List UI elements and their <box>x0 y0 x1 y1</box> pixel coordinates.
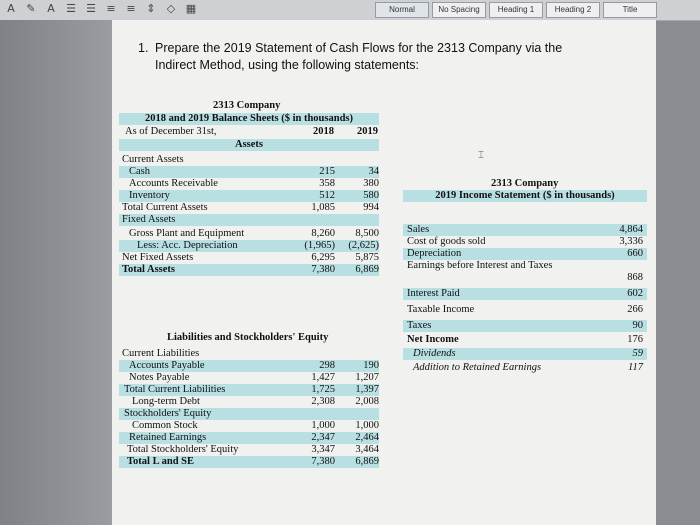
question-number: 1. <box>138 41 149 55</box>
left-margin <box>0 20 112 525</box>
is-value: 176 <box>627 334 643 345</box>
font-color-icon[interactable]: A <box>7 2 15 15</box>
ribbon-toolbar <box>0 0 700 21</box>
highlight-icon[interactable]: ✎ <box>26 2 36 15</box>
bs-value-2018: 1,000 <box>311 420 335 431</box>
style-title[interactable]: Title <box>603 2 657 18</box>
numbering-icon[interactable]: ☰ <box>86 2 96 15</box>
is-row <box>403 334 647 346</box>
bs-value-2019: 34 <box>368 166 379 177</box>
bs-value-2018: 2,308 <box>311 396 335 407</box>
bs-row <box>119 396 379 408</box>
bs-row <box>119 456 379 468</box>
bs-value-2019: 8,500 <box>355 228 379 239</box>
bs-value-2018: 298 <box>319 360 335 371</box>
is-row-label: Sales <box>407 224 430 235</box>
is-row-label: Net Income <box>407 334 459 345</box>
bs-row <box>119 432 379 444</box>
bs-company: 2313 Company <box>213 100 281 111</box>
bs-row-label: Stockholders' Equity <box>124 408 212 419</box>
bs-value-2019: 380 <box>363 178 379 189</box>
bs-row-label: Retained Earnings <box>129 432 207 443</box>
bs-row-label: Inventory <box>129 190 170 201</box>
bs-row <box>119 252 379 264</box>
bs-row-label: Total Stockholders' Equity <box>127 444 239 455</box>
bs-row <box>119 348 379 360</box>
is-row <box>403 288 647 300</box>
bs-row <box>119 372 379 384</box>
bs-row <box>119 166 379 178</box>
is-row-label: Taxable Income <box>407 304 475 315</box>
bs-row <box>119 408 379 420</box>
bs-value-2019: 3,464 <box>355 444 379 455</box>
is-row-label: Addition to Retained Earnings <box>413 362 542 373</box>
bs-value-2019: 1,000 <box>355 420 379 431</box>
text-color-icon[interactable]: A <box>47 2 55 15</box>
bs-row-label: Notes Payable <box>129 372 190 383</box>
bs-row <box>119 240 379 252</box>
bs-value-2019: 1,397 <box>355 384 379 395</box>
bs-value-2018: 1,725 <box>311 384 335 395</box>
styles-gallery <box>375 2 657 18</box>
bs-row-label: Fixed Assets <box>122 214 176 225</box>
is-row-label: Depreciation <box>407 248 462 259</box>
is-value: 602 <box>627 288 643 299</box>
bs-row-label: Less: Acc. Depreciation <box>137 240 238 251</box>
bs-row-label: Accounts Payable <box>129 360 205 371</box>
is-value: 3,336 <box>619 236 643 247</box>
formatting-icons <box>4 2 198 16</box>
bs-value-2019: 190 <box>363 360 379 371</box>
bs-value-2018: 358 <box>319 178 335 189</box>
is-row <box>403 304 647 316</box>
bs-value-2018: 3,347 <box>311 444 335 455</box>
is-row <box>403 348 647 360</box>
bs-row <box>119 178 379 190</box>
is-row-label: Dividends <box>413 348 456 359</box>
bullets-icon[interactable]: ☰ <box>66 2 76 15</box>
is-value: 868 <box>627 272 643 283</box>
bs-row <box>119 154 379 166</box>
bs-assets-header: Assets <box>119 139 379 151</box>
is-value: 90 <box>632 320 643 331</box>
bs-row-label: Current Liabilities <box>122 348 200 359</box>
bs-value-2018: 512 <box>319 190 335 201</box>
bs-row-label: Total Current Assets <box>122 202 208 213</box>
bs-value-2019: 5,875 <box>355 252 379 263</box>
bs-row <box>119 420 379 432</box>
bs-value-2019: (2,625) <box>348 240 379 251</box>
bs-value-2019: 2,464 <box>355 432 379 443</box>
bs-value-2018: 6,295 <box>311 252 335 263</box>
bs-value-2018: 7,380 <box>311 264 335 275</box>
is-value: 59 <box>632 348 643 359</box>
shading-icon[interactable]: ◇ <box>166 2 176 15</box>
bs-value-2019: 1,207 <box>355 372 379 383</box>
is-row <box>403 236 647 248</box>
bs-row <box>119 228 379 240</box>
bs-row-label: Total L and SE <box>127 456 195 467</box>
is-value: 4,864 <box>619 224 643 235</box>
is-title: 2019 Income Statement ($ in thousands) <box>403 190 647 202</box>
is-value: 117 <box>628 362 643 373</box>
bs-row-label: Common Stock <box>132 420 198 431</box>
align-center-icon[interactable]: ≡ <box>126 2 136 15</box>
bs-value-2018: 8,260 <box>311 228 335 239</box>
bs-row-label: Gross Plant and Equipment <box>129 228 245 239</box>
bs-as-of: As of December 31st, <box>125 126 217 137</box>
bs-value-2018: 7,380 <box>311 456 335 467</box>
is-row <box>403 362 647 374</box>
bs-row <box>119 360 379 372</box>
is-row <box>403 224 647 236</box>
bs-value-2019: 580 <box>363 190 379 201</box>
bs-row <box>119 202 379 214</box>
bs-row-label: Cash <box>129 166 150 177</box>
bs-value-2019: 6,869 <box>355 264 379 275</box>
bs-row-label: Total Assets <box>122 264 175 275</box>
is-row <box>403 248 647 260</box>
bs-title: 2018 and 2019 Balance Sheets ($ in thousands) <box>119 113 379 125</box>
bs-row <box>119 444 379 456</box>
text-cursor-icon: ⌶ <box>478 150 484 161</box>
bs-col-2019: 2019 <box>357 126 378 137</box>
is-value: 660 <box>627 248 643 259</box>
bs-value-2018: 2,347 <box>311 432 335 443</box>
bs-row-label: Net Fixed Assets <box>122 252 194 263</box>
bs-value-2019: 6,869 <box>355 456 379 467</box>
bs-row-label: Current Assets <box>122 154 184 165</box>
style-heading-1[interactable]: Heading 1 <box>489 2 543 18</box>
borders-icon[interactable]: ▦ <box>185 2 197 15</box>
bs-row <box>119 384 379 396</box>
bs-value-2018: 1,427 <box>311 372 335 383</box>
bs-value-2019: 994 <box>363 202 379 213</box>
bs-row-label: Accounts Receivable <box>129 178 218 189</box>
style-normal[interactable]: Normal <box>375 2 429 18</box>
bs-row-label: Long-term Debt <box>132 396 200 407</box>
bs-value-2018: 215 <box>319 166 335 177</box>
is-row-label: Cost of goods sold <box>407 236 486 247</box>
is-value: 266 <box>627 304 643 315</box>
line-spacing-icon[interactable]: ⇕ <box>146 2 156 15</box>
question-text: Prepare the 2019 Statement of Cash Flows for the 2313 Company via the Indirect Method, using the following statements: <box>155 41 563 72</box>
style-no-spacing[interactable]: No Spacing <box>432 2 486 18</box>
is-row <box>403 260 647 284</box>
bs-value-2019: 2,008 <box>355 396 379 407</box>
bs-row <box>119 264 379 276</box>
bs-value-2018: 1,085 <box>311 202 335 213</box>
is-row-label: Earnings before Interest and Taxes <box>407 260 553 271</box>
is-row-label: Interest Paid <box>407 288 460 299</box>
bs-liab-header: Liabilities and Stockholders' Equity <box>167 332 329 343</box>
is-row <box>403 320 647 332</box>
bs-row <box>119 214 379 226</box>
bs-row-label: Total Current Liabilities <box>124 384 226 395</box>
is-company: 2313 Company <box>491 178 559 189</box>
bs-col-2018: 2018 <box>313 126 334 137</box>
bs-row <box>119 190 379 202</box>
is-row-label: Taxes <box>407 320 432 331</box>
align-left-icon[interactable]: ≡ <box>106 2 116 15</box>
bs-value-2018: (1,965) <box>304 240 335 251</box>
style-heading-2[interactable]: Heading 2 <box>546 2 600 18</box>
